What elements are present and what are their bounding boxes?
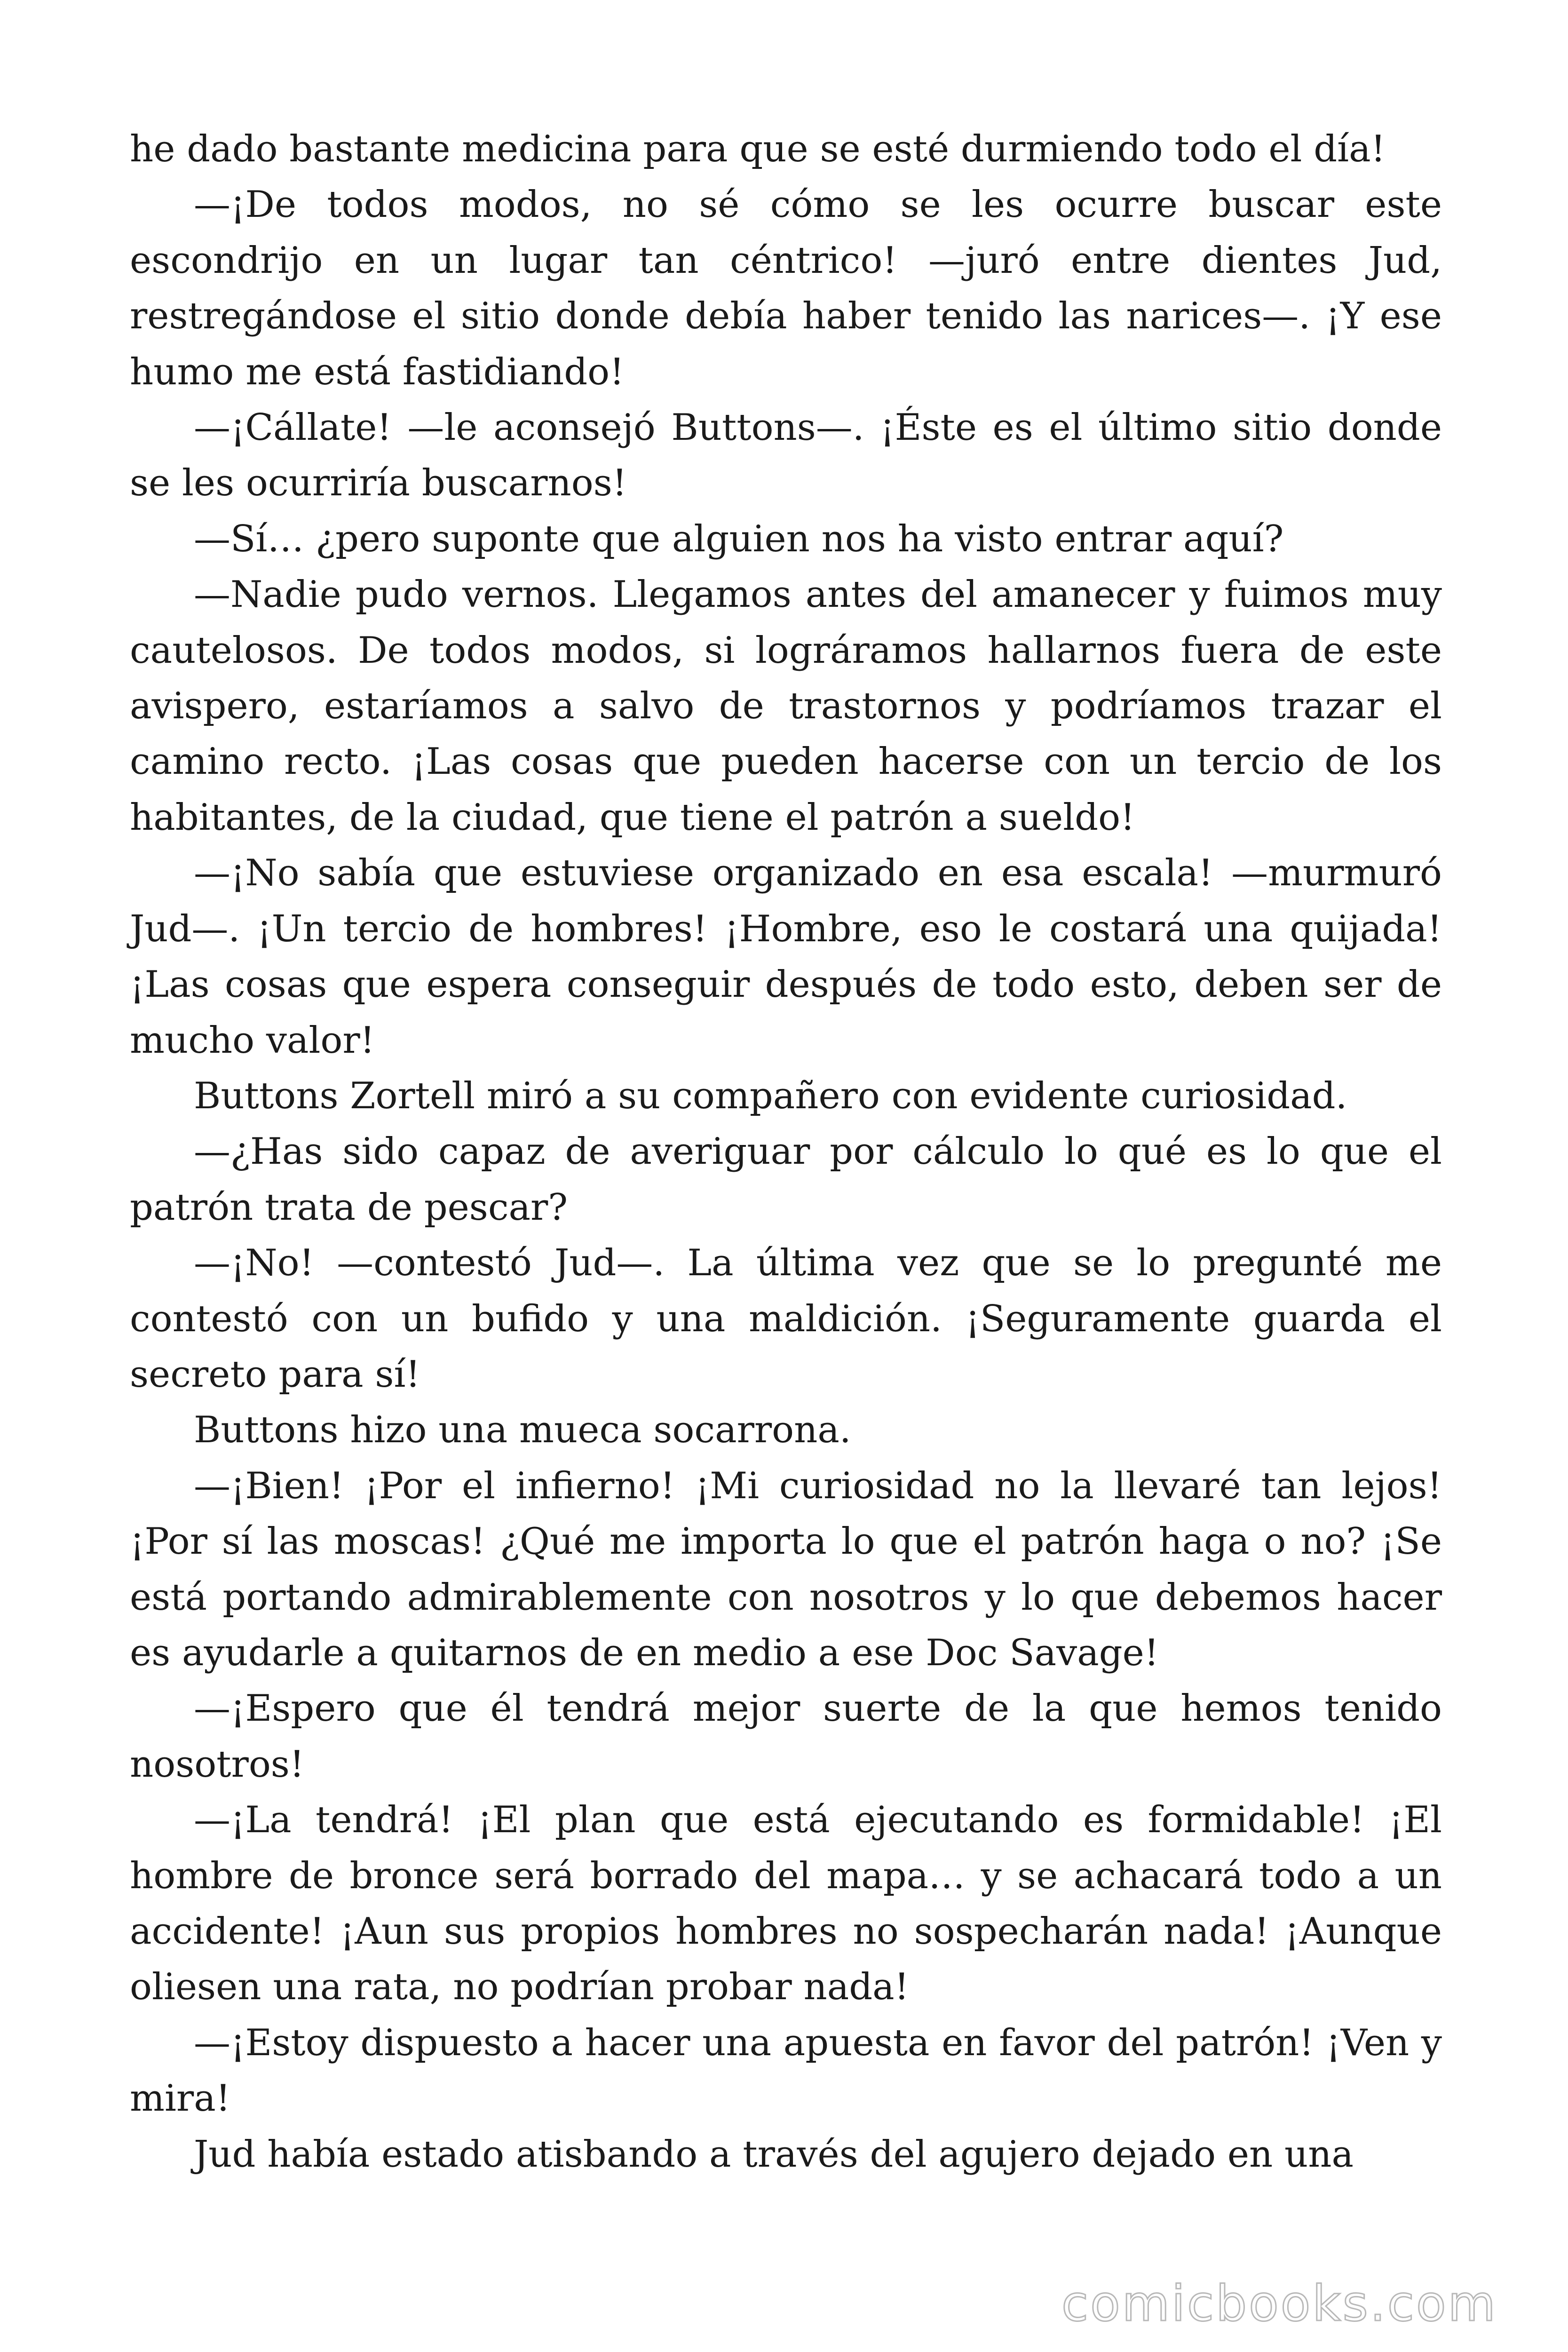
paragraph-8: —¿Has sido capaz de averiguar por cálculo lo qué es lo que el patrón trata de pescar? [130, 1130, 1442, 1229]
paragraph-13: —¡La tendrá! ¡El plan que está ejecutando es formidable! ¡El hombre de bronce será borrado del mapa… y se achacará todo a un accidente! ¡Aun sus propios hombres no sospecharán nada! ¡Aunque oliesen una rata, no podrían probar nada! [130, 1799, 1442, 2009]
paragraph-6: —¡No sabía que estuviese organizado en esa escala! —murmuró Jud—. ¡Un tercio de hombres! ¡Hombre, eso le costará una quijada! ¡Las cosas que espera conseguir después de todo esto, deben ser de mucho valor! [130, 852, 1442, 1062]
watermark: comicbooks.com [1061, 2275, 1497, 2332]
paragraph-3: —¡Cállate! —le aconsejó Buttons—. ¡Éste es el último sitio donde se les ocurriría buscarnos! [130, 406, 1442, 505]
paragraph-7: Buttons Zortell miró a su compañero con evidente curiosidad. [194, 1074, 1347, 1117]
paragraph-4: —Sí… ¿pero suponte que alguien nos ha visto entrar aquí? [194, 517, 1284, 560]
paragraph-9: —¡No! —contestó Jud—. La última vez que se lo pregunté me contestó con un bufido y una maldición. ¡Seguramente guarda el secreto para sí! [130, 1242, 1442, 1396]
paragraph-11: —¡Bien! ¡Por el infierno! ¡Mi curiosidad no la llevaré tan lejos! ¡Por sí las moscas! ¿Qué me importa lo que el patrón haga o no? ¡Se está portando admirablemente con nosotros y lo que debemos hacer es ayudarle a quitarnos de en medio a ese Doc Savage! [130, 1464, 1442, 1674]
paragraph-2: —¡De todos modos, no sé cómo se les ocurre buscar este escondrijo en un lugar tan céntrico! —juró entre dientes Jud, restregándose el sitio donde debía haber tenido las narices—. ¡Y ese humo me está fastidiando! [130, 183, 1442, 393]
paragraph-5: —Nadie pudo vernos. Llegamos antes del amanecer y fuimos muy cautelosos. De todos modos, si lográramos hallarnos fuera de este avispero, estaríamos a salvo de trastornos y podríamos trazar el camino recto. ¡Las cosas que pueden hacerse con un tercio de los habitantes, de la ciudad, que tiene el patrón a sueldo! [130, 573, 1442, 839]
page-body-text [130, 121, 1442, 2182]
paragraph-14: —¡Estoy dispuesto a hacer una apuesta en favor del patrón! ¡Ven y mira! [130, 2021, 1442, 2120]
paragraph-15: Jud había estado atisbando a través del agujero dejado en una [194, 2133, 1354, 2176]
paragraph-10: Buttons hizo una mueca socarrona. [194, 1409, 851, 1452]
paragraph-1: he dado bastante medicina para que se esté durmiendo todo el día! [130, 128, 1386, 170]
paragraph-12: —¡Espero que él tendrá mejor suerte de la que hemos tenido nosotros! [130, 1687, 1442, 1786]
